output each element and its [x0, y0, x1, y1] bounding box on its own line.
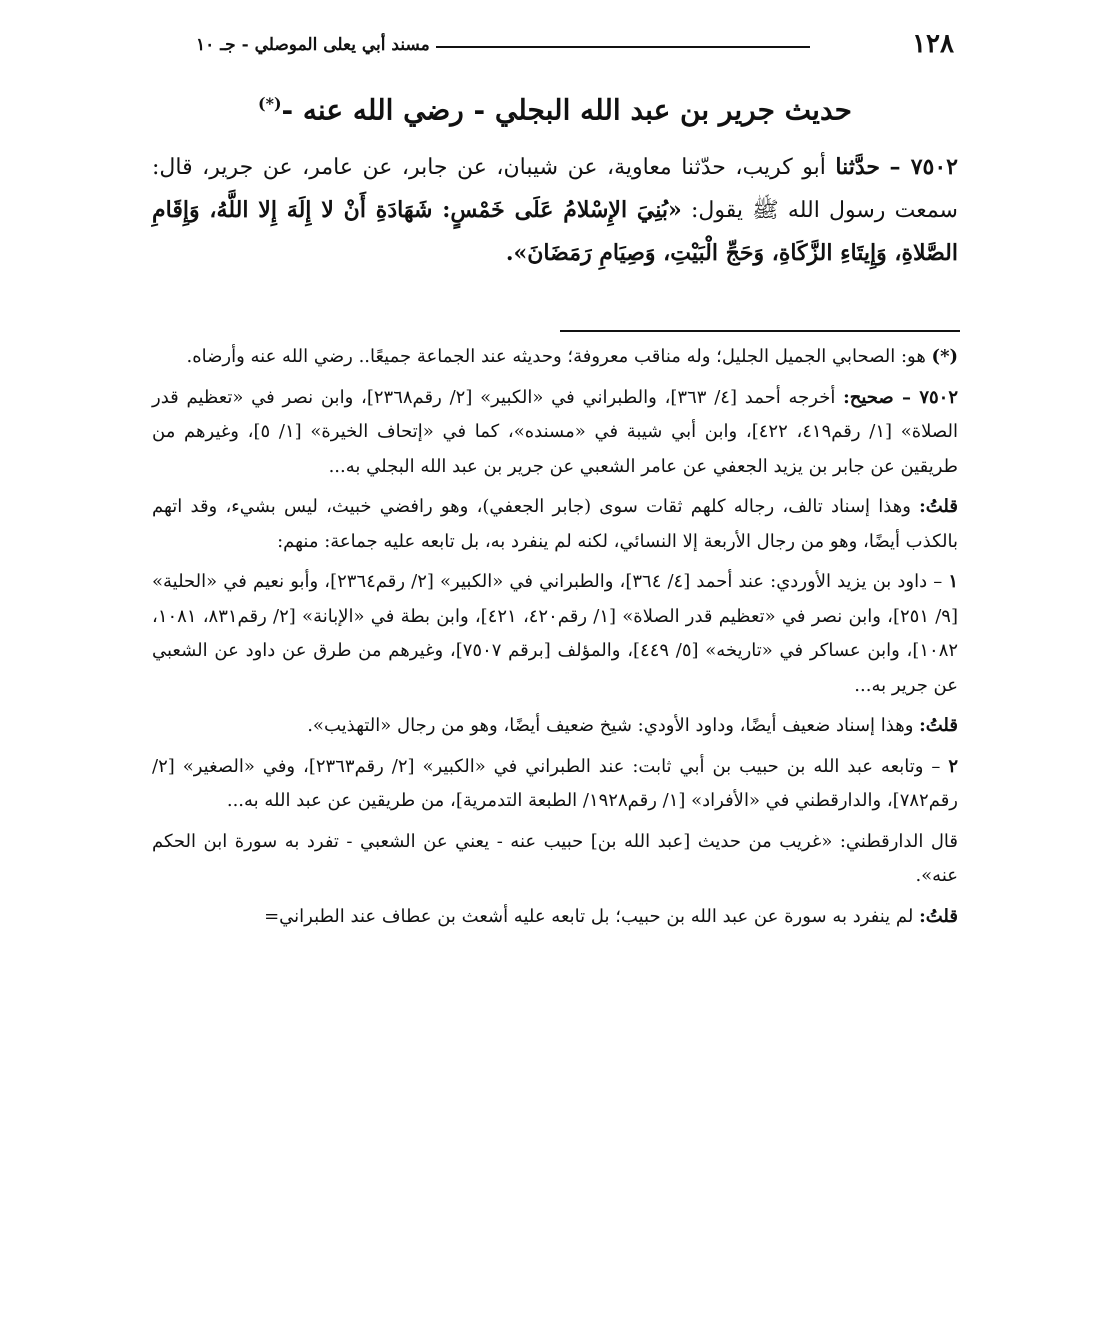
matn: «بُنِيَ الإِسْلامُ عَلَى خَمْسٍ: شَهَادَةِ أَنْ لا إِلَهَ إِلا اللَّهُ، وَإِقَامِ الصَّلاةِ، وَإِيتَاءِ الزَّكَاةِ، وَحَجِّ الْبَيْتِ، وَصِيَامِ رَمَضَانَ».	[152, 197, 958, 266]
note-lead: قلتُ:	[919, 905, 958, 927]
note-text: هو: الصحابي الجميل الجليل؛ وله مناقب معروفة؛ وحديثه عند الجماعة جميعًا.. رضي الله عنه وأرضاه.	[186, 346, 932, 367]
chapter-title-text: حديث جرير بن عبد الله البجلي - رضي الله عنه -	[281, 93, 852, 127]
title-footnote-marker: (*)	[258, 94, 282, 113]
isnad: أبو كريب، حدّثنا معاوية، عن شيبان، عن جابر، عن عامر، عن جرير، قال: سمعت رسول الله ﷺ يقول:	[152, 155, 958, 223]
page-number: ١٢٨	[906, 28, 960, 60]
footnote-takhrij	[152, 381, 958, 485]
running-title: مسند أبي يعلى الموصلي - جـ ١٠	[190, 30, 436, 60]
footnote-comment	[152, 490, 958, 559]
note-text: أخرجه أحمد [٤/ ٣٦٣]، والطبراني في «الكبير» [٢/ رقم٢٣٦٨]، وابن نصر في «تعظيم قدر الصلاة» [١/ رقم٤١٩، ٤٢٢]، وابن أبي شيبة في «مسنده»، كما في «إتحاف الخيرة» [١/ ٥]، وغيرهم من طريقين عن جابر بن يزيد الجعفي عن عامر الشعبي عن جرير بن عبد الله البجلي به...	[152, 386, 959, 477]
footnote-divider	[560, 330, 960, 332]
note-lead: ٢	[948, 755, 958, 777]
note-text: – وتابعه عبد الله بن حبيب بن أبي ثابت: عند الطبراني في «الكبير» [٢/ رقم٢٣٦٣]، وفي «الصغير» [٢/ رقم٧٨٢]، والدارقطني في «الأفراد» [١/ رقم١٩٢٨/ الطبعة التدمرية]، من طريقين عن عبد الله به...	[152, 755, 958, 811]
note-lead: ١	[948, 571, 958, 592]
running-header	[150, 28, 960, 62]
note-text: – داود بن يزيد الأوردي: عند أحمد [٤/ ٣٦٤]، والطبراني في «الكبير» [٢/ رقم٢٣٦٤]، وأبو نعيم في «الحلية» [٩/ ٢٥١]، وابن نصر في «تعظيم قدر الصلاة» [١/ رقم٤٢٠، ٤٢١]، وابن بطة في «الإبانة» [٢/ رقم٨٣١، ١٠٨١، ١٠٨٢]، وابن عساكر في «تاريخه» [٥/ ٤٤٩]، والمؤلف [برقم ٧٥٠٧]، وغيرهم من طرق عن داود عن الشعبي عن جرير به...	[152, 571, 959, 696]
hadith-number: ٧٥٠٢ –	[889, 154, 958, 180]
note-text: وهذا إسناد تالف، رجاله كلهم ثقات سوى (جابر الجعفي)، وهو رافضي خبيث، ليس بشيء، وقد اتهم بالكذب أيضًا، وهو من رجال الأربعة إلا النسائي، لكنه لم ينفرد به، بل تابعه عليه جماعة: منهم:	[152, 496, 958, 552]
chapter-title	[150, 82, 960, 132]
note-lead: قلتُ:	[919, 715, 958, 736]
hadith-text	[152, 146, 958, 275]
note-lead: ٧٥٠٢ – صحيح:	[843, 386, 959, 408]
footnote-route-1	[152, 565, 958, 703]
footnote-comment	[152, 709, 958, 744]
isnad-lead: حدَّثنا	[835, 154, 881, 180]
footnote-comment	[152, 900, 958, 935]
note-lead: قلتُ:	[919, 496, 958, 517]
note-lead: (*)	[931, 346, 958, 367]
footnotes	[152, 340, 958, 940]
note-text: وهذا إسناد ضعيف أيضًا، وداود الأودي: شيخ ضعيف أيضًا، وهو من رجال «التهذيب».	[307, 715, 920, 736]
footnote-companion	[152, 340, 958, 375]
footnote-daraqutni	[152, 825, 958, 894]
note-text: لم ينفرد به سورة عن عبد الله بن حبيب؛ بل تابعه عليه أشعث بن عطاف عند الطبراني=	[264, 905, 920, 927]
footnote-route-2	[152, 750, 958, 819]
note-text: قال الدارقطني: «غريب من حديث [عبد الله بن] حبيب عنه - يعني عن الشعبي - تفرد به سورة ابن الحكم عنه».	[152, 830, 958, 886]
